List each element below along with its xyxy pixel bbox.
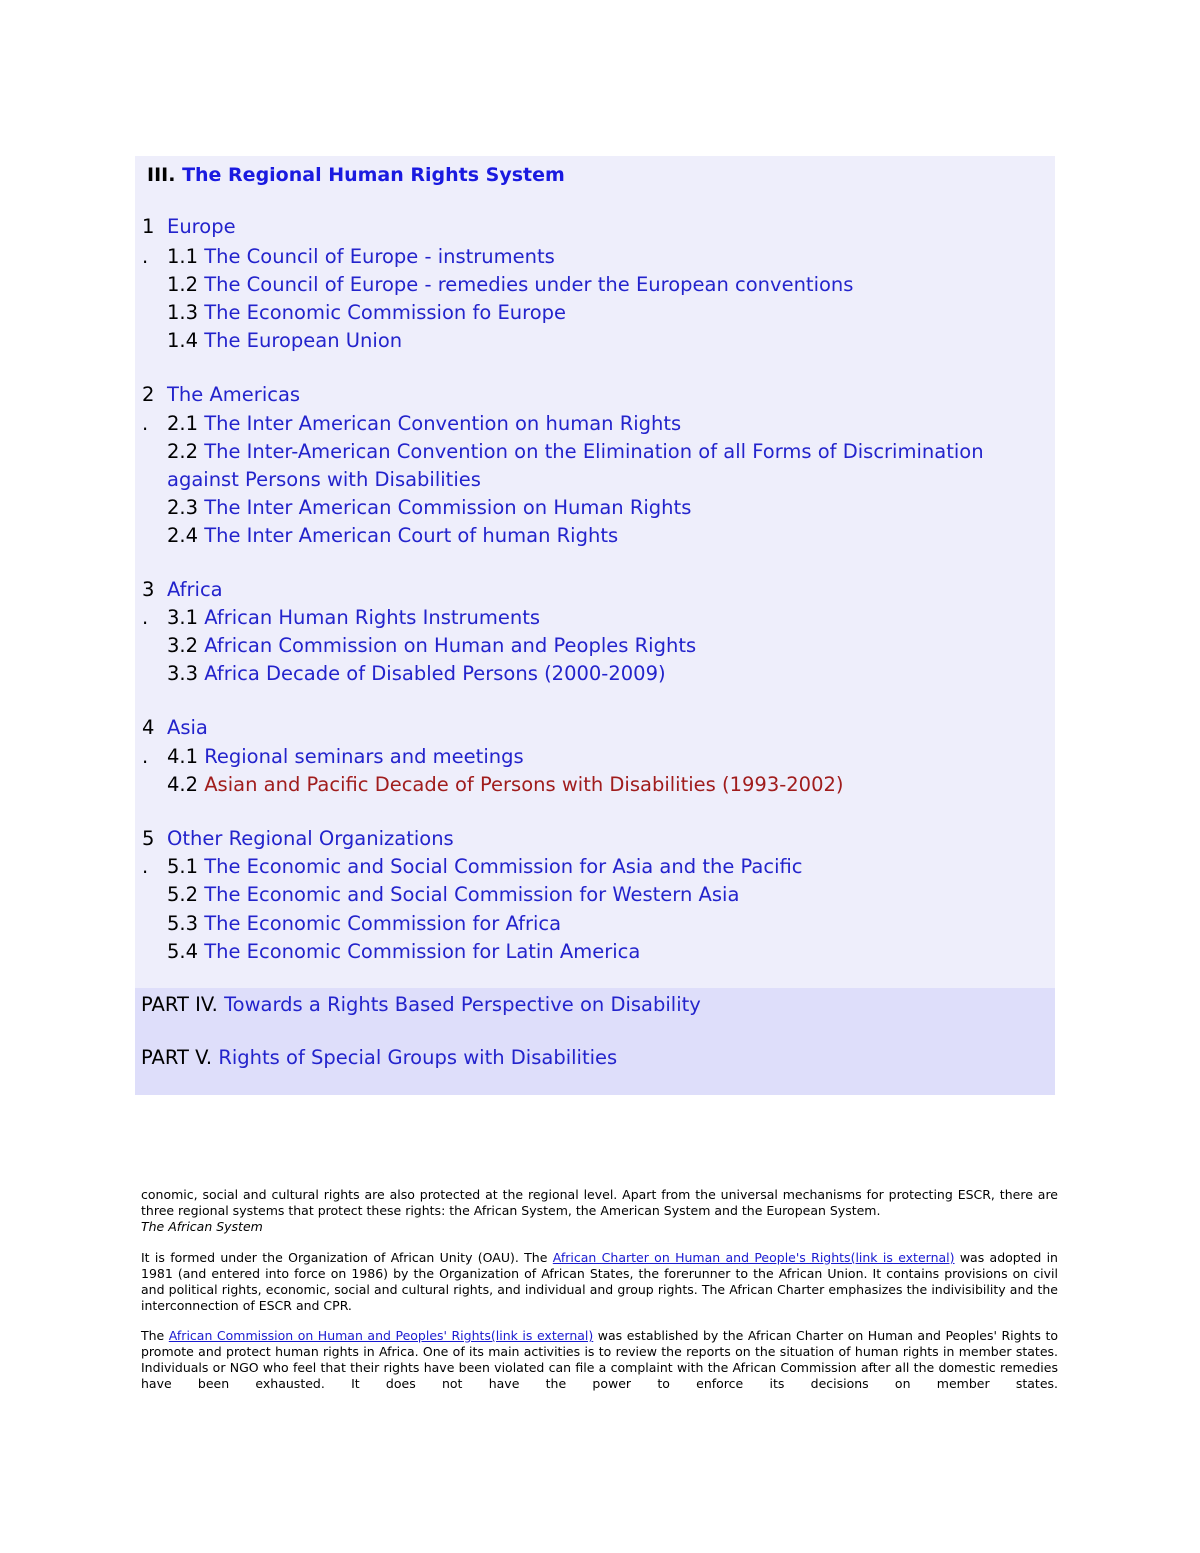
toc-item-link[interactable]: The Inter American Court of human Rights bbox=[204, 524, 619, 547]
paragraph-intro-text: conomic, social and cultural rights are also protected at the regional level. Apart from the universal mechanisms for protecting ESCR, there are three regional systems that protect these rights: the African System, the American System and the European System. bbox=[141, 1187, 1058, 1218]
list-marker: . bbox=[142, 412, 149, 435]
list-marker: . bbox=[142, 606, 149, 629]
parts-panel bbox=[135, 988, 1055, 1095]
part-row[interactable] bbox=[141, 991, 701, 1019]
paragraph-text: It is formed under the Organization of African Unity (OAU). The bbox=[141, 1250, 553, 1265]
toc-item[interactable] bbox=[167, 632, 696, 660]
toc-item-link[interactable]: The Inter American Commission on Human Rights bbox=[204, 496, 692, 519]
toc-heading-title[interactable]: The Regional Human Rights System bbox=[182, 164, 565, 186]
toc-item[interactable] bbox=[167, 771, 844, 799]
section-link-other[interactable]: Other Regional Organizations bbox=[167, 827, 454, 850]
toc-item-number: 4.1 bbox=[167, 745, 199, 768]
toc-item-link[interactable]: The Economic and Social Commission for Western Asia bbox=[204, 883, 740, 906]
section-number: 3 bbox=[142, 578, 155, 601]
paragraph-text: was established by the African Charter on Human and Peoples' Rights to promote and protect human rights in Africa. One of its main activities is to review the reports on the situation of human rights in member states. Individuals or NGO who feel that their rights have been violated can file a complaint with the African Commission after all the domestic remedies have been exhausted. It does not have the power to enforce its decisions on member states. bbox=[141, 1328, 1058, 1391]
toc-item-number: 2.1 bbox=[167, 412, 199, 435]
toc-item-number: 1.1 bbox=[167, 245, 199, 268]
toc-item[interactable] bbox=[167, 604, 540, 632]
toc-item[interactable] bbox=[167, 299, 566, 327]
section-number: 1 bbox=[142, 215, 155, 238]
toc-item[interactable] bbox=[167, 410, 681, 438]
toc-item[interactable] bbox=[167, 327, 402, 355]
toc-item-link[interactable]: Regional seminars and meetings bbox=[204, 745, 524, 768]
toc-item[interactable] bbox=[167, 938, 640, 966]
section-number: 4 bbox=[142, 716, 155, 739]
section-number: 2 bbox=[142, 383, 155, 406]
toc-item-link[interactable]: The European Union bbox=[204, 329, 403, 352]
part-prefix: PART IV. bbox=[141, 993, 218, 1016]
list-marker: . bbox=[142, 745, 149, 768]
toc-item[interactable] bbox=[167, 910, 561, 938]
toc-item-number: 5.1 bbox=[167, 855, 199, 878]
toc-item[interactable] bbox=[167, 243, 555, 271]
toc-item-link[interactable]: The Council of Europe - instruments bbox=[204, 245, 555, 268]
part-link[interactable]: Rights of Special Groups with Disabilities bbox=[218, 1046, 618, 1069]
section-link-europe[interactable]: Europe bbox=[167, 215, 236, 238]
section-link-americas[interactable]: The Americas bbox=[167, 383, 301, 406]
part-row[interactable] bbox=[141, 1044, 617, 1072]
paragraph-text: was adopted in 1981 (and entered into force on 1986) by the Organization of African States, the forerunner to the African Union. It contains provisions on civil and political rights, economic, social and cultural rights, and individual and group rights. The African Charter emphasizes the indivisibility and the interconnection of ESCR and CPR. bbox=[141, 1250, 1058, 1313]
toc-heading bbox=[147, 164, 565, 186]
toc-item[interactable] bbox=[167, 660, 666, 688]
african-commission-link[interactable]: African Commission on Human and Peoples' Rights(link is external) bbox=[168, 1328, 594, 1343]
toc-item-link[interactable]: The Economic Commission for Africa bbox=[204, 912, 562, 935]
toc-item-number: 2.4 bbox=[167, 524, 199, 547]
toc-item-number: 5.2 bbox=[167, 883, 199, 906]
section-link-asia[interactable]: Asia bbox=[167, 716, 208, 739]
list-marker: . bbox=[142, 855, 149, 878]
toc-item[interactable] bbox=[167, 494, 691, 522]
part-prefix: PART V. bbox=[141, 1046, 213, 1069]
part-link[interactable]: Towards a Rights Based Perspective on Disability bbox=[224, 993, 701, 1016]
toc-item-number: 5.4 bbox=[167, 940, 199, 963]
toc-item[interactable] bbox=[167, 881, 739, 909]
toc-item-link[interactable]: The Inter American Convention on human Rights bbox=[204, 412, 682, 435]
toc-item-number: 2.2 bbox=[167, 440, 199, 463]
toc-item-link[interactable]: African Human Rights Instruments bbox=[204, 606, 541, 629]
paragraph-commission bbox=[141, 1328, 1058, 1392]
section-number: 5 bbox=[142, 827, 155, 850]
section-link-africa[interactable]: Africa bbox=[167, 578, 223, 601]
toc-item-link[interactable]: The Economic and Social Commission for Asia and the Pacific bbox=[204, 855, 803, 878]
toc-item-link[interactable]: Africa Decade of Disabled Persons (2000-2009) bbox=[204, 662, 666, 685]
toc-item-number: 3.3 bbox=[167, 662, 199, 685]
toc-item-number: 3.1 bbox=[167, 606, 199, 629]
toc-item-link[interactable]: African Commission on Human and Peoples Rights bbox=[204, 634, 697, 657]
toc-item[interactable] bbox=[167, 438, 1047, 494]
list-marker: . bbox=[142, 245, 149, 268]
toc-item-link[interactable]: The Council of Europe - remedies under the European conventions bbox=[204, 273, 854, 296]
paragraph-oau bbox=[141, 1250, 1058, 1314]
toc-item-number: 1.4 bbox=[167, 329, 199, 352]
toc-item[interactable] bbox=[167, 271, 853, 299]
toc-item-link[interactable]: The Economic Commission fo Europe bbox=[204, 301, 567, 324]
toc-heading-prefix: III. bbox=[147, 164, 176, 186]
african-charter-link[interactable]: African Charter on Human and People's Rights(link is external) bbox=[552, 1250, 955, 1265]
toc-item-link-visited[interactable]: Asian and Pacific Decade of Persons with Disabilities (1993-2002) bbox=[204, 773, 844, 796]
paragraph-intro bbox=[141, 1187, 1058, 1235]
toc-item[interactable] bbox=[167, 853, 803, 881]
toc-panel bbox=[135, 156, 1055, 1095]
toc-item[interactable] bbox=[167, 522, 618, 550]
subheading-african-system: The African System bbox=[141, 1219, 263, 1234]
toc-item-number: 1.2 bbox=[167, 273, 199, 296]
toc-item[interactable] bbox=[167, 743, 524, 771]
toc-item-number: 2.3 bbox=[167, 496, 199, 519]
toc-item-number: 5.3 bbox=[167, 912, 199, 935]
toc-item-number: 3.2 bbox=[167, 634, 199, 657]
toc-item-link[interactable]: The Economic Commission for Latin America bbox=[204, 940, 641, 963]
toc-item-link[interactable]: The Inter-American Convention on the Elimination of all Forms of Discrimination against Persons with Disabilities bbox=[167, 440, 984, 491]
toc-item-number: 1.3 bbox=[167, 301, 199, 324]
paragraph-text: The bbox=[141, 1328, 169, 1343]
toc-item-number: 4.2 bbox=[167, 773, 199, 796]
